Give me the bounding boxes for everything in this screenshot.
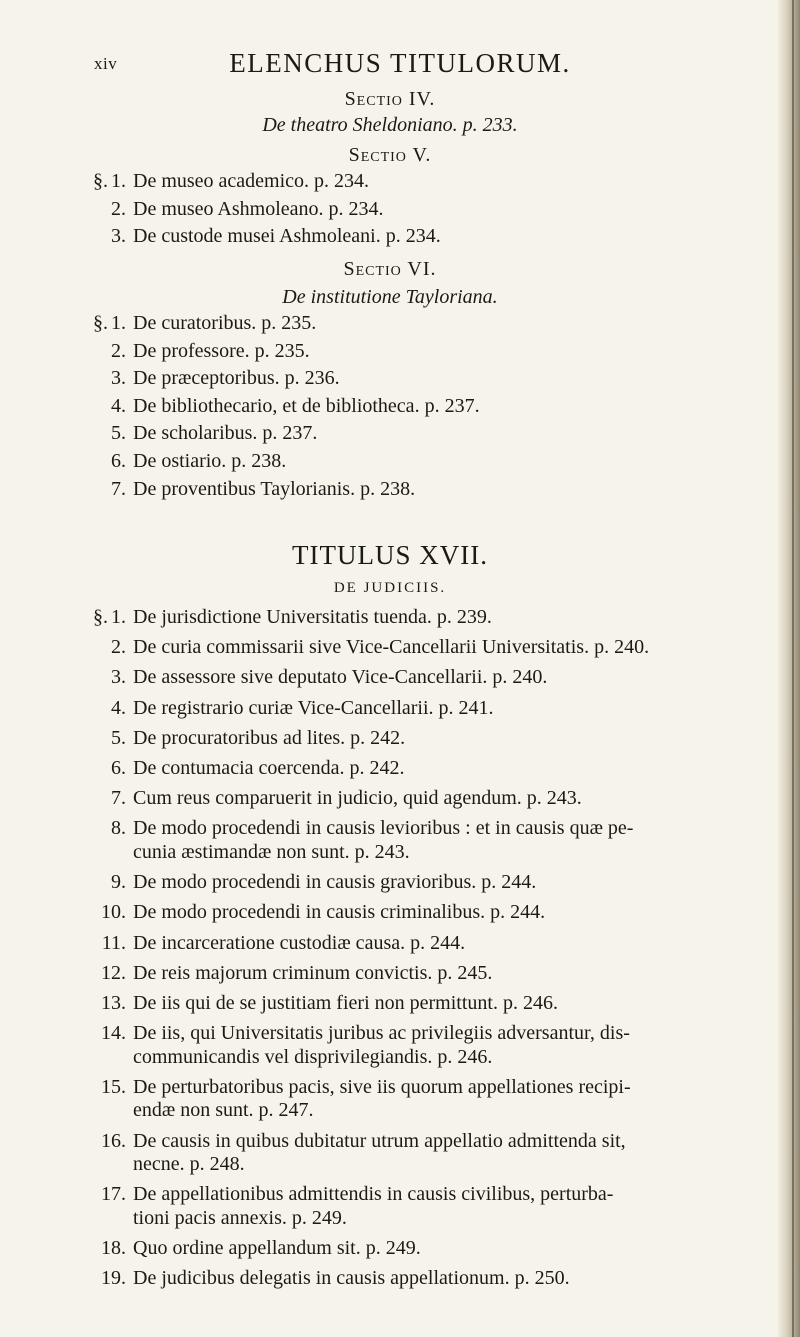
entry-number: 6. (111, 757, 126, 779)
entry-number: 10. (101, 901, 126, 924)
entry-number: 8. (111, 817, 126, 840)
entry-text: De appellationibus admittendis in causis civilibus, perturba- (133, 1183, 614, 1206)
entry-text: De curia commissarii sive Vice-Cancellarii Universitatis. p. 240. (133, 636, 650, 659)
sectio-iv-text: De theatro Sheldoniano. p. 233. (262, 114, 518, 136)
running-title: ELENCHUS TITULORUM. (229, 48, 571, 78)
section-mark: §. (93, 606, 108, 628)
entry-text: Cum reus comparuerit in judicio, quid agendum. p. 243. (133, 787, 582, 810)
entry-text: De perturbatoribus pacis, sive iis quorum appellationes recipi- (133, 1075, 631, 1098)
entry-text: De causis in quibus dubitatur utrum appellatio admittenda sit, (133, 1129, 626, 1152)
entry-number: 5. (111, 422, 126, 445)
entry-text: Quo ordine appellandum sit. p. 249. (133, 1236, 421, 1259)
entry-number: 18. (101, 1236, 126, 1259)
entry-continuation-text: tioni pacis annexis. p. 249. (133, 1206, 347, 1229)
entry-text: De bibliothecario, et de bibliotheca. p. 237. (133, 394, 480, 417)
entry-number: 17. (101, 1183, 126, 1206)
entry-number: 7. (111, 787, 126, 810)
sectio-iv-line (0, 114, 780, 137)
entry-number: 3. (111, 666, 126, 689)
entry-number: 9. (111, 871, 126, 894)
sectio-v-heading: Sectio V. (348, 144, 432, 166)
entry-number: 14. (101, 1022, 126, 1045)
entry-number: 19. (101, 1267, 126, 1290)
entry-number: 1. (111, 170, 126, 192)
sectio-vi-subheading: De institutione Tayloriana. (282, 286, 498, 308)
entry-continuation-text: communicandis vel disprivilegiandis. p. 246. (133, 1045, 493, 1068)
page-edge-line (792, 0, 794, 1337)
page-number: xiv (94, 54, 118, 73)
page-edge-shadow (778, 0, 800, 1337)
entry-number: 6. (111, 450, 126, 472)
entry-text: De procuratoribus ad lites. p. 242. (133, 726, 406, 749)
entry-text: De præceptoribus. p. 236. (133, 367, 340, 390)
entry-number: 4. (111, 696, 126, 719)
entry-text: De museo academico. p. 234. (133, 170, 370, 192)
titulus-title: TITULUS XVII. (292, 540, 488, 570)
sectio-iv-heading: Sectio IV. (344, 88, 436, 110)
entry-number: 4. (111, 394, 126, 417)
entry-number: 2. (111, 197, 126, 220)
entry-text: De curatoribus. p. 235. (133, 312, 317, 334)
entry-text: De contumacia coercenda. p. 242. (133, 757, 405, 779)
entry-continuation-text: endæ non sunt. p. 247. (133, 1099, 314, 1122)
entry-number: 7. (111, 477, 126, 500)
entry-text: De museo Ashmoleano. p. 234. (133, 197, 384, 220)
entry-text: De registrario curiæ Vice-Cancellarii. p. 241. (133, 696, 494, 719)
entry-text: De assessore sive deputato Vice-Cancellarii. p. 240. (133, 666, 548, 689)
entry-number: 15. (101, 1075, 126, 1098)
entry-continuation-text: cunia æstimandæ non sunt. p. 243. (133, 840, 410, 863)
entry-number: 3. (111, 225, 126, 247)
entry-text: De iis, qui Universitatis juribus ac privilegiis adversantur, dis- (133, 1022, 630, 1045)
section-mark: §. (93, 170, 108, 192)
entry-number: 11. (101, 931, 126, 954)
entry-number: 16. (101, 1129, 126, 1152)
entry-number: 5. (111, 726, 126, 749)
entry-number: 13. (101, 991, 126, 1014)
entry-text: De modo procedendi in causis criminalibus. p. 244. (133, 901, 546, 924)
entry-text: De judicibus delegatis in causis appellationum. p. 250. (133, 1267, 570, 1290)
entry-text: De modo procedendi in causis levioribus : et in causis quæ pe- (133, 817, 634, 840)
entry-text: De reis majorum criminum convictis. p. 245. (133, 961, 493, 984)
entry-text: De incarceratione custodiæ causa. p. 244. (133, 931, 466, 954)
entry-number: 2. (111, 339, 126, 362)
entry-text: De ostiario. p. 238. (133, 450, 287, 472)
section-mark: §. (93, 312, 108, 334)
entry-number: 1. (111, 606, 126, 628)
sectio-vi-heading: Sectio VI. (343, 258, 437, 280)
entry-number: 2. (111, 636, 126, 659)
entry-text: De iis qui de se justitiam fieri non permittunt. p. 246. (133, 991, 558, 1014)
entry-text: De scholaribus. p. 237. (133, 422, 318, 445)
titulus-subtitle: DE JUDICIIS. (333, 580, 447, 596)
entry-text: De custode musei Ashmoleani. p. 234. (133, 225, 441, 247)
entry-number: 3. (111, 367, 126, 390)
entry-text: De proventibus Taylorianis. p. 238. (133, 477, 416, 500)
entry-text: De modo procedendi in causis gravioribus. p. 244. (133, 871, 537, 894)
entry-number: 1. (111, 312, 126, 334)
entry-text: De professore. p. 235. (133, 339, 310, 362)
entry-number: 12. (101, 961, 126, 984)
entry-continuation-text: necne. p. 248. (133, 1153, 245, 1175)
entry-text: De jurisdictione Universitatis tuenda. p. 239. (133, 606, 492, 628)
